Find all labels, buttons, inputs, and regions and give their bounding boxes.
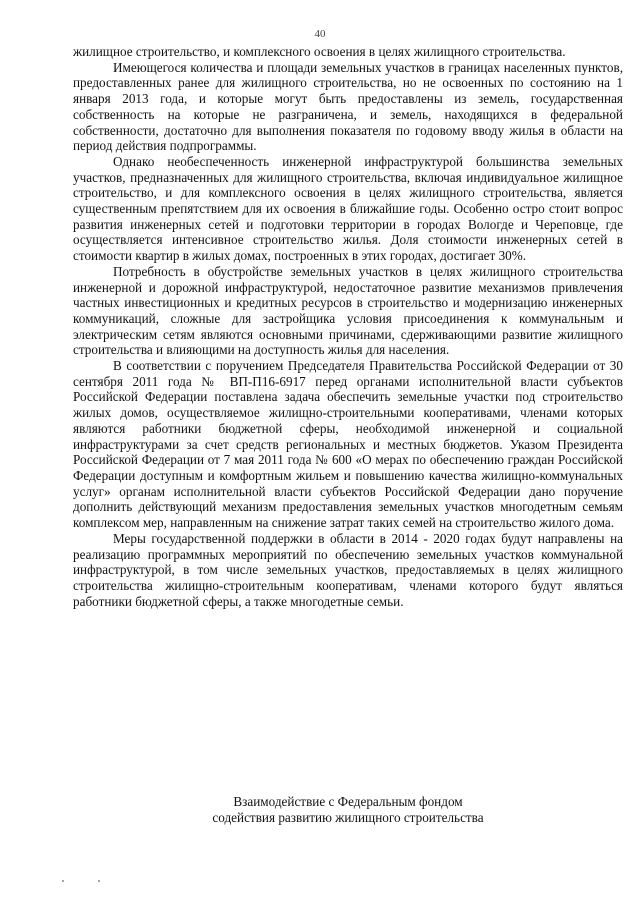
scan-speck <box>98 880 100 882</box>
scan-speck <box>62 880 64 882</box>
page-number: 40 <box>314 28 326 40</box>
section-heading-line1: Взаимодействие с Федеральным фондом <box>233 794 463 809</box>
section-heading-line2: содействия развитию жилищного строительства <box>212 810 484 825</box>
paragraph-government-order: В соответствии с поручением Председателя Правительства Российской Федерации от 30 сентября 2011 года № ВП-П16-6917 перед органами исполнительной власти субъектов Российской Федерации поставлена задача обеспечить земельные участки под строительство жилых домов, осуществляемое жилищно-строительными кооперативами, членами которых являются работники бюджетной сферы, необходимой инженерной и социальной инфраструктурами за счет средств региональных и местных бюджетов. Указом Президента Российской Федерации от 7 мая 2011 года № 600 «О мерах по обеспечению граждан Российской Федерации доступным и комфортным жильем и повышению качества жилищно-коммунальных услуг» органам исполнительной власти субъектов Российской Федерации дано поручение дополнить действующий механизм предоставления земельных участков многодетным семьям комплексом мер, направленным на снижение затрат таких семей на строительство жилого дома. <box>73 358 623 531</box>
paragraph-continuation: жилищное строительство, и комплексного освоения в целях жилищного строительства. <box>73 44 566 59</box>
paragraph-land-availability: Имеющегося количества и площади земельных участков в границах населенных пунктов, предоставленных ранее для жилищного строительства, но не освоенных по состоянию на 1 января 2013 года, и которые могут быть предоставлены из земель, государственная собственность на которые не разграничена, и земель, находящихся в федеральной собственности, достаточно для выполнения показателя по годовому вводу жилья в области на период действия подпрограммы. <box>73 59 623 154</box>
paragraph-infrastructure: Однако необеспеченность инженерной инфраструктурой большинства земельных участков, предназначенных для жилищного строительства, включая индивидуальное жилищное строительство, и для комплексного освоения в целях жилищного строительства, является существенным препятствием для их освоения в ближайшие годы. Особенно остро стоит вопрос развития инженерных сетей и подготовки территории в городах Вологде и Череповце, где осуществляется интенсивное строительство жилья. Доля стоимости инженерных сетей в стоимости квартир в жилых домах, построенных в этих городах, достигает 30%. <box>73 153 623 264</box>
body-text <box>73 44 623 609</box>
section-heading <box>73 794 623 826</box>
paragraph-needs: Потребность в обустройстве земельных участков в целях жилищного строительства инженерной и дорожной инфраструктурой, недостаточное развитие механизмов привлечения частных инвестиционных и кредитных ресурсов в строительство и модернизацию инженерных коммуникаций, сложные для застройщика условия присоединения к коммунальным и электрическим сетям являются основными причинами, сдерживающими развитие жилищного строительства и влияющими на доступность жилья для населения. <box>73 263 623 358</box>
paragraph-support-measures: Меры государственной поддержки в области в 2014 - 2020 годах будут направлены на реализацию программных мероприятий по обеспечению земельных участков коммунальной инфраструктурой, в том числе земельных участков, предоставляемых в целях жилищного строительства жилищно-строительным кооперативам, членами которого будут являться работники бюджетной сферы, а также многодетные семьи. <box>73 530 623 609</box>
